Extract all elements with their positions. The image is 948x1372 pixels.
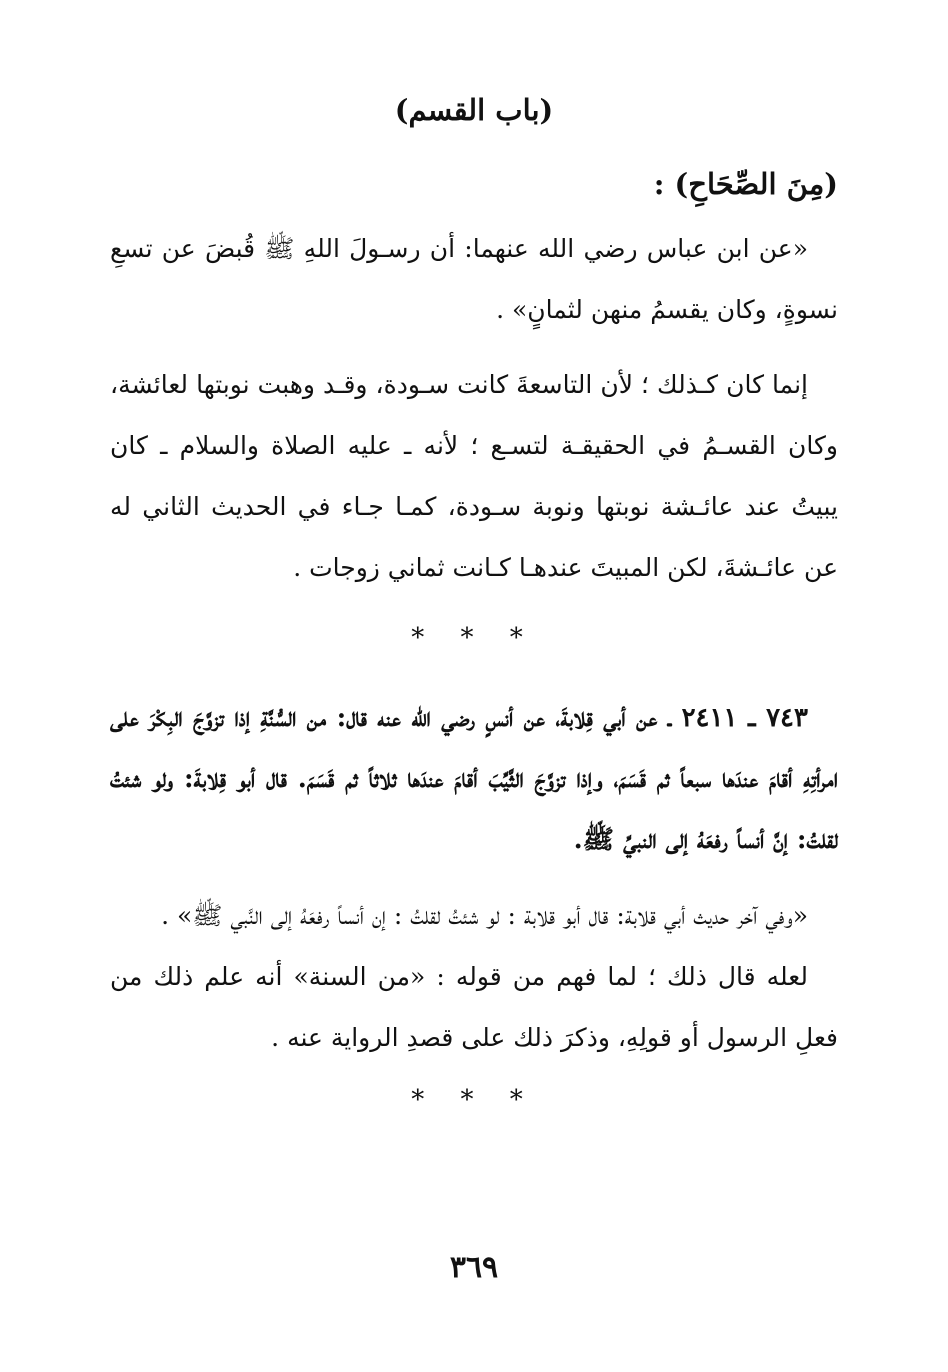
paragraph-narration-note: «وفي آخر حديث أبي قلابة: قال أبو قلابة : لو شئتُ لقلتُ : إن أنساً رفعَهُ إلى النَّبي ﷺ» . (161, 901, 808, 930)
section-separator: * * * (411, 1085, 537, 1115)
section-heading: (مِنَ الصِّحَاحِ) : (653, 167, 838, 201)
paragraph-commentary-1: إنما كان كـذلك ؛ لأن التاسعةَ كانت سـودة، وقـد وهبت نوبتها لعائشة، وكان القسـمُ في الحقيقـة لتسـع ؛ لأنه ـ عليه الصلاة والسلام ـ كان يبيتُ عند عائـشة نوبتها ونوبة سـودة، كمـا جـاء في الحديث الثاني له عن عائـشةَ، لكن المبيتَ عندهـا كـانت ثماني زوجات . (110, 370, 838, 582)
paragraph-hadith-abu-qilaba: ٧٤٣ ـ ٢٤١١ ـ عن أبي قِلابةَ، عن أنسٍ رضي الله عنه قال: من السُّنَّةِ إذا تزوَّجَ البِكْرَ على امرأتِهِ أقامَ عندَها سبعاً ثم قَسَمَ، وإذا تزوَّجَ الثَّيِّبَ أقامَ عندَها ثلاثاً ثم قَسَمَ. قال أبو قِلابةَ: ولو شئتُ لقلتُ: إنَّ أنساً رفعَهُ إلى النبيِّ ﷺ. (110, 703, 838, 855)
page-number: ٣٦٩ (449, 1250, 499, 1285)
paragraph-commentary-2: لعله قال ذلك ؛ لما فهم من قوله : «من السنة» أنه علم ذلك من فعلِ الرسول أو قولِهِ، وذكرَ ذلك على قصدِ الرواية عنه . (110, 962, 838, 1052)
paragraph-hadith-ibn-abbas: «عن ابن عباس رضي الله عنهما: أن رسـولَ اللهِ ﷺ قُبضَ عن تسعِ نسوةٍ، وكان يقسمُ منهن لثمانٍ» . (110, 234, 838, 324)
chapter-title: (باب القسم) (394, 93, 554, 127)
section-separator: * * * (411, 623, 537, 653)
page-body (110, 80, 838, 1160)
